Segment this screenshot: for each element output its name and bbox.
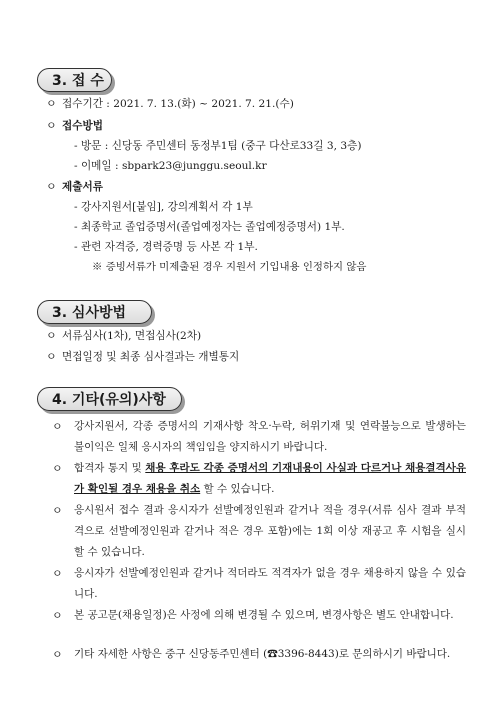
doc-item-3: - 관련 자격증, 경력증명 등 사본 각 1부. <box>74 241 258 253</box>
bullet-icon: ㅇ <box>46 350 57 363</box>
doc-item-1: - 강사지원서[붙임], 강의계획서 각 1부 <box>74 201 253 213</box>
p2-emphasis: 채용 후라도 각종 증명서의 기재내용이 사실과 다르거나 채용결격사유가 확인될 경우 채용을 취소 <box>74 462 466 495</box>
bullet-icon: ㅇ <box>52 648 63 661</box>
bullet-icon: ㅇ <box>52 567 63 580</box>
reception-period: 접수기간 : 2021. 7. 13.(화) ~ 2021. 7. 21.(수) <box>62 98 294 110</box>
note-paragraph-1: 강사지원서, 각종 증명서의 기재사항 착오·누락, 허위기재 및 연락불능으로 발생하는 불이익은 일체 응시자의 책임임을 양지하시기 바랍니다. <box>74 420 466 453</box>
note-paragraph-5: 본 공고문(채용일정)은 사정에 의해 변경될 수 있으며, 변경사항은 별도 안내합니다. <box>74 609 454 621</box>
p2-lead: 합격자 통지 및 <box>74 462 146 474</box>
bullet-icon: ㅇ <box>52 504 63 517</box>
reception-method-label: 접수방법 <box>62 120 103 132</box>
note-paragraph-2 <box>74 458 466 500</box>
bullet-icon: ㅇ <box>52 609 63 622</box>
docs-note: ※ 증빙서류가 미제출된 경우 지원서 기입내용 인정하지 않음 <box>92 261 367 273</box>
bullet-icon: ㅇ <box>52 420 63 433</box>
bullet-icon: ㅇ <box>46 180 57 193</box>
section-header-screening: 3. 심사방법 <box>37 300 152 324</box>
reception-visit: - 방문 : 신당동 주민센터 동정부1팀 (중구 다산로33길 3, 3층) <box>74 140 362 152</box>
p2-tail: 할 수 있습니다. <box>203 483 275 495</box>
bullet-icon: ㅇ <box>46 97 57 110</box>
bullet-icon: ㅇ <box>46 119 57 132</box>
screening-stages: 서류심사(1차), 면접심사(2차) <box>62 330 202 342</box>
screening-notice: 면접일정 및 최종 심사결과는 개별통지 <box>62 351 240 363</box>
submission-docs-label: 제출서류 <box>62 181 103 193</box>
note-paragraph-6: 기타 자세한 사항은 중구 신당동주민센터 (☎3396-8443)로 문의하시기 바랍니다. <box>74 648 451 660</box>
section-header-reception: 3. 접 수 <box>37 68 112 92</box>
reception-email: - 이메일 : sbpark23@junggu.seoul.kr <box>74 160 267 172</box>
bullet-icon: ㅇ <box>46 329 57 342</box>
doc-item-2: - 최종학교 졸업증명서(졸업예정자는 졸업예정증명서) 1부. <box>74 221 345 233</box>
note-paragraph-4: 응시자가 선발예정인원과 같거나 적더라도 적격자가 없을 경우 채용하지 않을 수 있습니다. <box>74 567 466 600</box>
note-paragraph-3: 응시원서 접수 결과 응시자가 선발예정인원과 같거나 적을 경우(서류 심사 결과 부적격으로 선발예정인원과 같거나 적은 경우 포함)에는 1회 이상 재공고 후 시험을 실시 할 수 있습니다. <box>74 504 466 558</box>
section-header-notes: 4. 기타(유의)사항 <box>37 387 182 411</box>
bullet-icon: ㅇ <box>52 462 63 475</box>
